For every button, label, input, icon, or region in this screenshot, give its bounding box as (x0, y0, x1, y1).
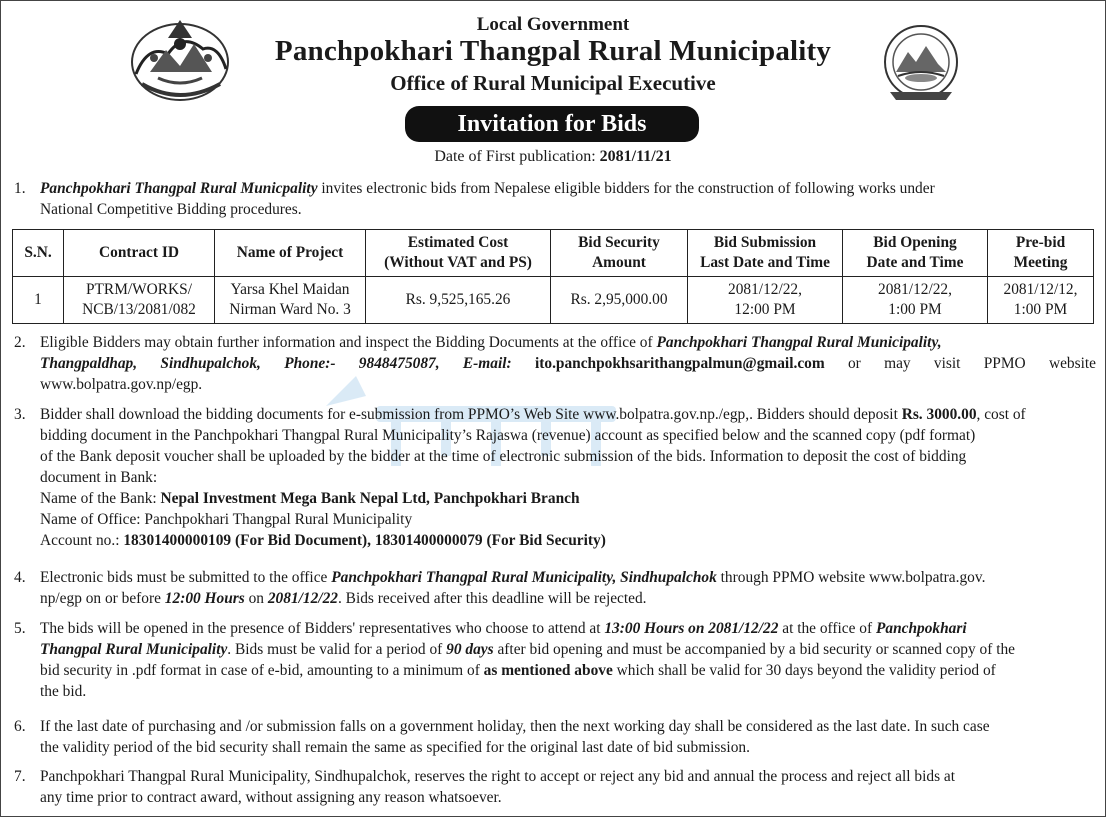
bid-table (12, 229, 1094, 324)
clause-5-line-2: Thangpal Rural Municipality. Bids must be valid for a period of 90 days after bid opening and must be accompanied by a bid security or scanned copy of the (40, 641, 1016, 658)
header-local-government: Local Government (476, 14, 630, 35)
col-submission: Bid Submission Last Date and Time (688, 230, 843, 277)
cell-sn: 1 (13, 277, 64, 324)
cell-prebid: 2081/12/12, 1:00 PM (988, 277, 1094, 324)
clause-7-line-1: Panchpokhari Thangpal Rural Municipality, Sindhupalchok, reserves the right to accept or reject any bid and annual the process and reject all bids at (40, 768, 956, 785)
clause-2-line-2: Thangpaldhap, Sindhupalchok, Phone:- 9848475087, E-mail: ito.panchpokhsarithangpalmun@gmail.com or may visit PPMO website (40, 355, 1096, 372)
clause-3-line-4: document in Bank: (40, 469, 158, 486)
col-opening: Bid Opening Date and Time (843, 230, 988, 277)
clause-2-line-1: Eligible Bidders may obtain further information and inspect the Bidding Documents at the office of Panchpokhari Thangpal Rural Municipality, (40, 334, 942, 351)
table-header-row (13, 230, 1094, 277)
cell-contract-id: PTRM/WORKS/ NCB/13/2081/082 (64, 277, 215, 324)
col-project: Name of Project (215, 230, 366, 277)
header-office-name: Office of Rural Municipal Executive (390, 71, 716, 95)
col-estimated-cost: Estimated Cost (Without VAT and PS) (366, 230, 551, 277)
clause-number: 7. (14, 768, 26, 785)
clause-number: 2. (14, 334, 26, 351)
office-name: Name of Office: Panchpokhari Thangpal Rural Municipality (40, 511, 413, 528)
clause-3-line-1: Bidder shall download the bidding documents for e-submission from PPMO’s Web Site www.bolpatra.gov.np./egp,. Bidders should deposit Rs. 3000.00, cost of (40, 406, 1026, 423)
publication-date-label: Date of First publication: (434, 148, 596, 165)
clause-text: invites electronic bids from Nepalese eligible bidders for the construction of following works under (317, 180, 935, 197)
clause-1-line-2: National Competitive Bidding procedures. (40, 201, 302, 218)
clause-6 (14, 716, 1096, 758)
col-contract-id: Contract ID (64, 230, 215, 277)
cell-cost: Rs. 9,525,165.26 (366, 277, 551, 324)
clause-3 (14, 404, 1096, 551)
clause-7 (14, 766, 1096, 808)
clause-5 (14, 618, 1096, 702)
clause-1-line-1 (40, 178, 1096, 199)
cell-submission: 2081/12/22, 12:00 PM (688, 277, 843, 324)
col-sn: S.N. (13, 230, 64, 277)
clause-number: 6. (14, 718, 26, 735)
clause-3-line-2: bidding document in the Panchpokhari Thangpal Rural Municipality’s Rajaswa (revenue) account as specified below and the scanned copy (pdf format) (40, 427, 976, 444)
col-bid-security: Bid Security Amount (551, 230, 688, 277)
clause-4-line-1: Electronic bids must be submitted to the office Panchpokhari Thangpal Rural Municipality, Sindhupalchok through PPMO website www.bolpatra.gov. (40, 569, 986, 586)
clause-5-line-4: the bid. (40, 683, 87, 700)
email-address: ito.panchpokhsarithangpalmun@gmail.com (511, 355, 825, 372)
clause-number: 5. (14, 620, 26, 637)
clause-number: 4. (14, 569, 26, 586)
publication-date (0, 148, 1106, 166)
account-number: Account no.: 18301400000109 (For Bid Document), 18301400000079 (For Bid Security) (40, 532, 606, 549)
clause-number: 3. (14, 406, 26, 423)
publication-date-value: 2081/11/21 (599, 148, 672, 165)
org-name: Panchpokhari Thangpal Rural Municpality (40, 180, 318, 197)
table-row (13, 277, 1094, 324)
clause-4 (14, 567, 1096, 609)
bank-name: Name of the Bank: Nepal Investment Mega Bank Nepal Ltd, Panchpokhari Branch (40, 490, 580, 507)
invitation-banner: Invitation for Bids (405, 106, 699, 142)
clause-7-line-2: any time prior to contract award, without assigning any reason whatsoever. (40, 789, 502, 806)
header-municipality-name: Panchpokhari Thangpal Rural Municipality (274, 35, 832, 67)
clause-1 (14, 178, 1096, 220)
cell-opening: 2081/12/22, 1:00 PM (843, 277, 988, 324)
website-url: www.bolpatra.gov.np/egp. (40, 376, 203, 393)
clause-number: 1. (14, 180, 26, 197)
clause-5-line-1: The bids will be opened in the presence of Bidders' representatives who choose to attend at 13:00 Hours on 2081/12/22 at the office of Panchpokhari (40, 620, 967, 637)
clause-2 (14, 332, 1096, 395)
cell-security: Rs. 2,95,000.00 (551, 277, 688, 324)
col-prebid: Pre-bid Meeting (988, 230, 1094, 277)
clause-3-line-3: of the Bank deposit voucher shall be uploaded by the bidder at the time of electronic submission of the bids. Information to deposit the cost of bidding (40, 448, 967, 465)
cell-project: Yarsa Khel Maidan Nirman Ward No. 3 (215, 277, 366, 324)
clause-6-line-1: If the last date of purchasing and /or submission falls on a government holiday, then the next working day shall be considered as the last date. In such case (40, 718, 990, 735)
clause-6-line-2: the validity period of the bid security shall remain the same as specified for the original last date of bid submission. (40, 739, 750, 756)
clause-4-line-2: np/egp on or before 12:00 Hours on 2081/12/22. Bids received after this deadline will be rejected. (40, 590, 647, 607)
clause-5-line-3: bid security in .pdf format in case of e-bid, amounting to a minimum of as mentioned above which shall be valid for 30 days beyond the validity period of (40, 662, 996, 679)
